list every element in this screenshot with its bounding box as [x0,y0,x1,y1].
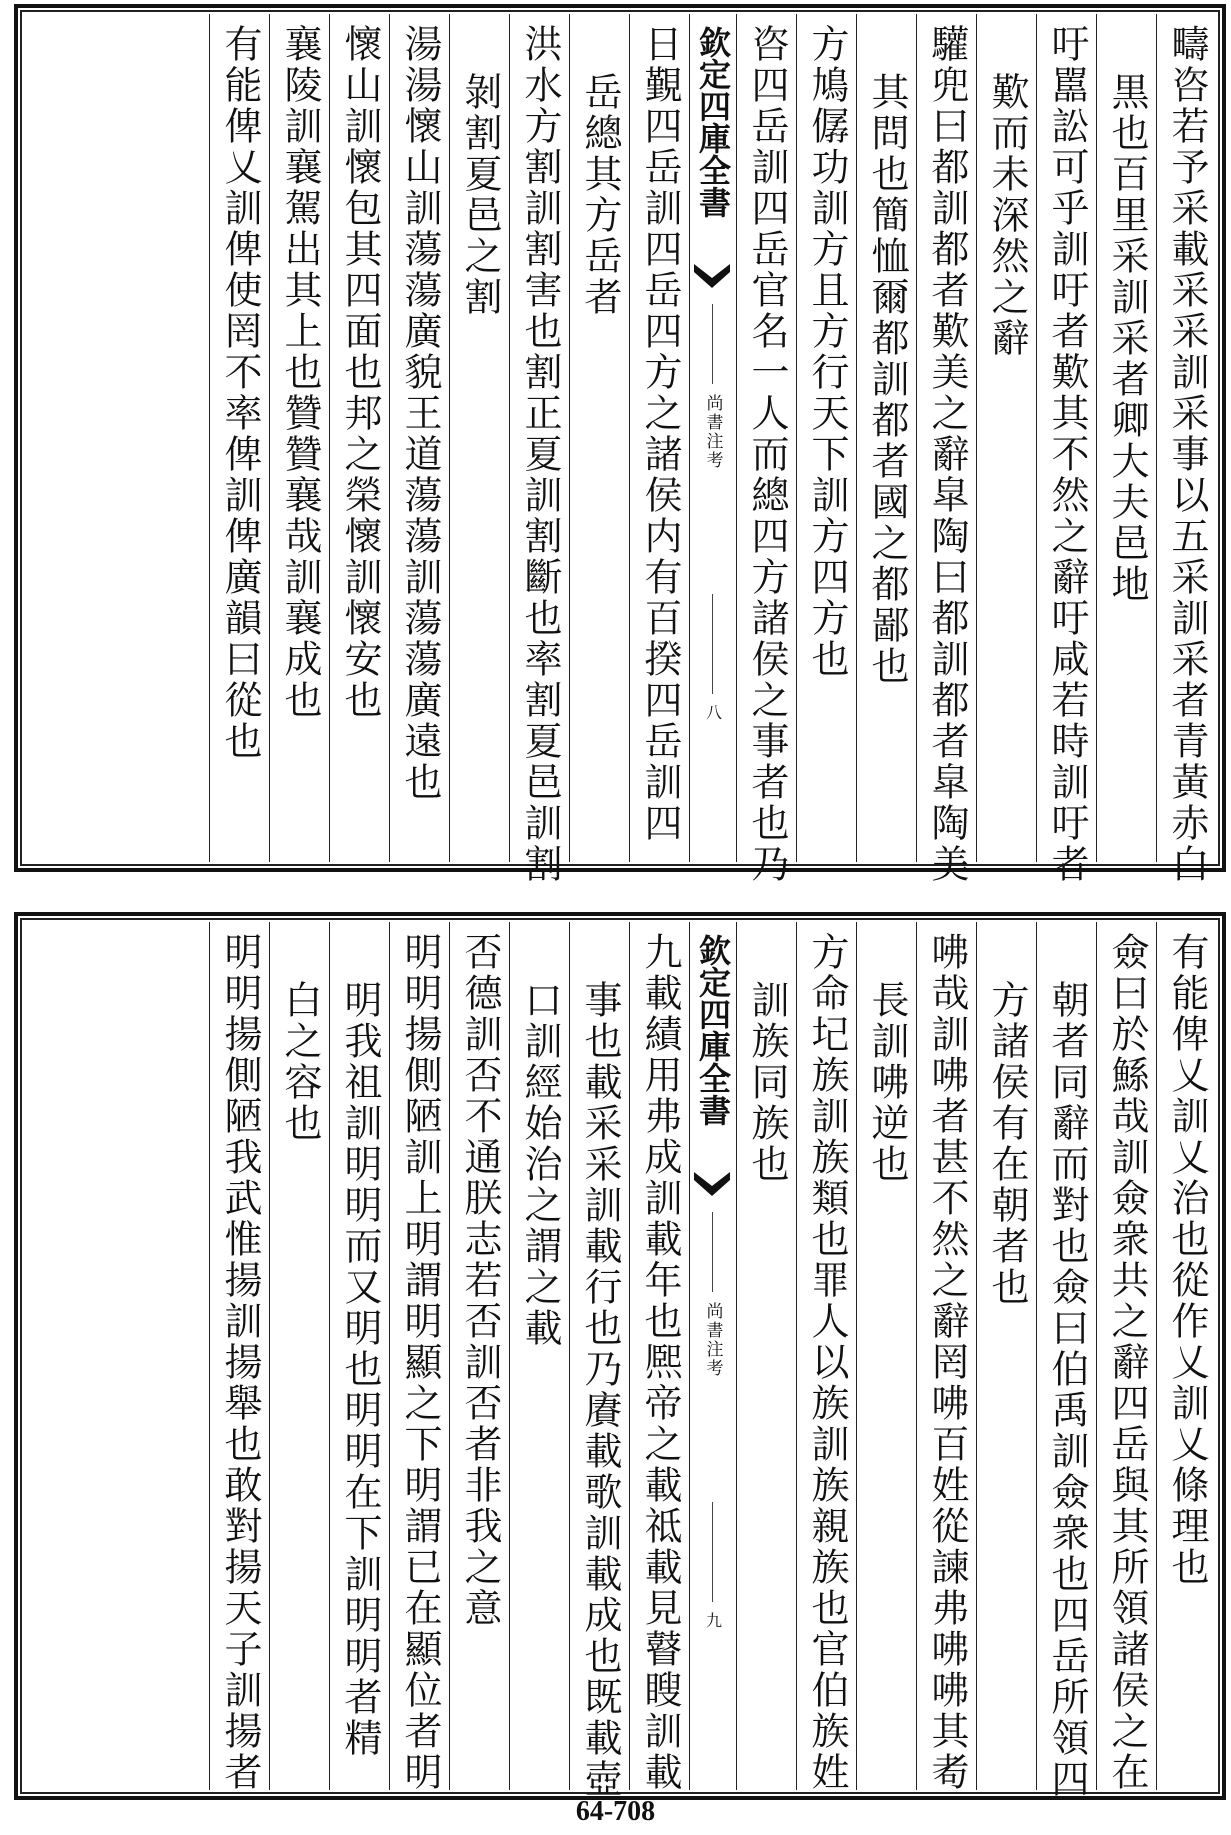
column-text: 吁嚚訟可乎訓吁者歎其不然之辭吁咸若時訓吁者 [1045,24,1089,885]
column-text: 疇咨若予采載采采訓采事以五采訓采者青黃赤白 [1165,24,1209,885]
column-text: 日覲四岳訓四岳四方之諸侯内有百揆四岳訓四 [638,24,682,844]
spine-rule [712,1212,713,1292]
column-text: 湯湯懷山訓蕩蕩廣貌王道蕩蕩訓蕩蕩廣遠也 [398,24,442,803]
fishtail-mark-icon [694,1172,730,1202]
text-column [1096,922,1156,1793]
column-text: 有能俾乂訓乂治也從作乂訓乂條理也 [1165,932,1209,1588]
text-column [856,14,916,862]
text-column [209,14,269,862]
column-text: 有能俾乂訓俾使罔不率俾訓俾廣韻曰從也 [218,24,262,762]
text-column [856,922,916,1790]
spine-rule [712,594,713,694]
text-column [509,14,569,885]
column-text: 方鳩僝功訓方且方行天下訓方四方也 [805,24,849,680]
text-column [389,14,449,862]
text-column [916,14,976,885]
text-column [329,922,389,1790]
text-column [449,14,509,862]
column-text: 咈哉訓咈者甚不然之辭罔咈百姓從諫弗咈咈其耇 [925,932,969,1793]
book-subtitle: 尚書注考 [702,1302,723,1378]
text-column [209,922,269,1793]
text-column [976,922,1036,1790]
column-text: 方命圮族訓族類也罪人以族訓族親族也官伯族姓 [805,932,849,1793]
column-text: 明明揚側陋訓上明謂明顯之下明謂已在顯位者明 [398,932,442,1793]
column-text: 明我祖訓明明而又明也明明在下訓明明者精 [338,980,382,1759]
text-column [569,922,629,1800]
text-column [916,922,976,1793]
upper-page-columns [24,14,1216,885]
text-column [1036,14,1096,885]
column-text: 洪水方割訓割害也割正夏訓割斷也率割夏邑訓割 [518,24,562,885]
column-text: 長訓咈逆也 [865,980,909,1185]
column-text: 白之容也 [278,980,322,1144]
text-column [629,14,689,862]
lower-page-columns [24,922,1216,1800]
text-column [796,922,856,1793]
text-column [449,922,509,1790]
column-text: 否德訓否不通朕志若否訓否者非我之意 [458,932,502,1629]
center-spine [689,14,736,862]
column-text: 九載績用弗成訓載年也熈帝之載祗載見瞽瞍訓載 [638,932,682,1793]
folio-number: 八 [703,704,723,720]
column-text: 口訓經始治之謂之載 [518,980,562,1349]
text-column [736,922,796,1790]
center-spine [689,922,736,1790]
text-column [976,14,1036,862]
text-column [1096,14,1156,862]
lower-page [14,912,1226,1800]
book-subtitle: 尚書注考 [702,394,723,470]
text-column [569,14,629,862]
book-title: 欽定四庫全書 [694,26,732,218]
spine-rule [712,304,713,384]
text-column [389,922,449,1793]
text-column [629,922,689,1793]
column-text: 剝割夏邑之割 [458,72,502,318]
text-column [1156,14,1216,885]
column-text: 黒也百里采訓采者卿大夫邑地 [1105,72,1149,605]
column-text: 事也載采采訓載行也乃賡載歌訓載成也既載壺 [578,980,622,1800]
text-column [1156,922,1216,1790]
page-number: 64-708 [575,1796,656,1827]
column-text: 歎而未深然之辭 [985,72,1029,359]
text-column [1036,922,1096,1800]
column-text: 襄陵訓襄駕出其上也贊贊襄哉訓襄成也 [278,24,322,721]
column-text: 咨四岳訓四岳官名一人而總四方諸侯之事者也乃 [745,24,789,885]
column-text: 僉曰於鯀哉訓僉衆共之辭四岳與其所領諸侯之在 [1105,932,1149,1793]
column-text: 方諸侯有在朝者也 [985,980,1029,1308]
column-text: 朝者同辭而對也僉曰伯禹訓僉衆也四岳所領四 [1045,980,1089,1800]
column-text: 驩兜曰都訓都者歎美之辭皐陶曰都訓都者皐陶美 [925,24,969,885]
column-text: 岳總其方岳者 [578,72,622,318]
text-column [509,922,569,1790]
text-column [796,14,856,862]
fishtail-mark-icon [694,264,730,294]
text-column [269,14,329,862]
column-text: 懷山訓懷包其四面也邦之榮懷訓懷安也 [338,24,382,721]
folio-number: 九 [703,1612,723,1628]
column-text: 訓族同族也 [745,980,789,1185]
text-column [269,922,329,1790]
spine-rule [712,1502,713,1602]
upper-page [14,4,1226,885]
book-title: 欽定四庫全書 [694,934,732,1126]
column-text: 明明揚側陋我武惟揚訓揚舉也敢對揚天子訓揚者 [218,932,262,1793]
text-column [329,14,389,862]
column-text: 其問也簡恤爾都訓都者國之都鄙也 [865,72,909,687]
text-column [736,14,796,885]
